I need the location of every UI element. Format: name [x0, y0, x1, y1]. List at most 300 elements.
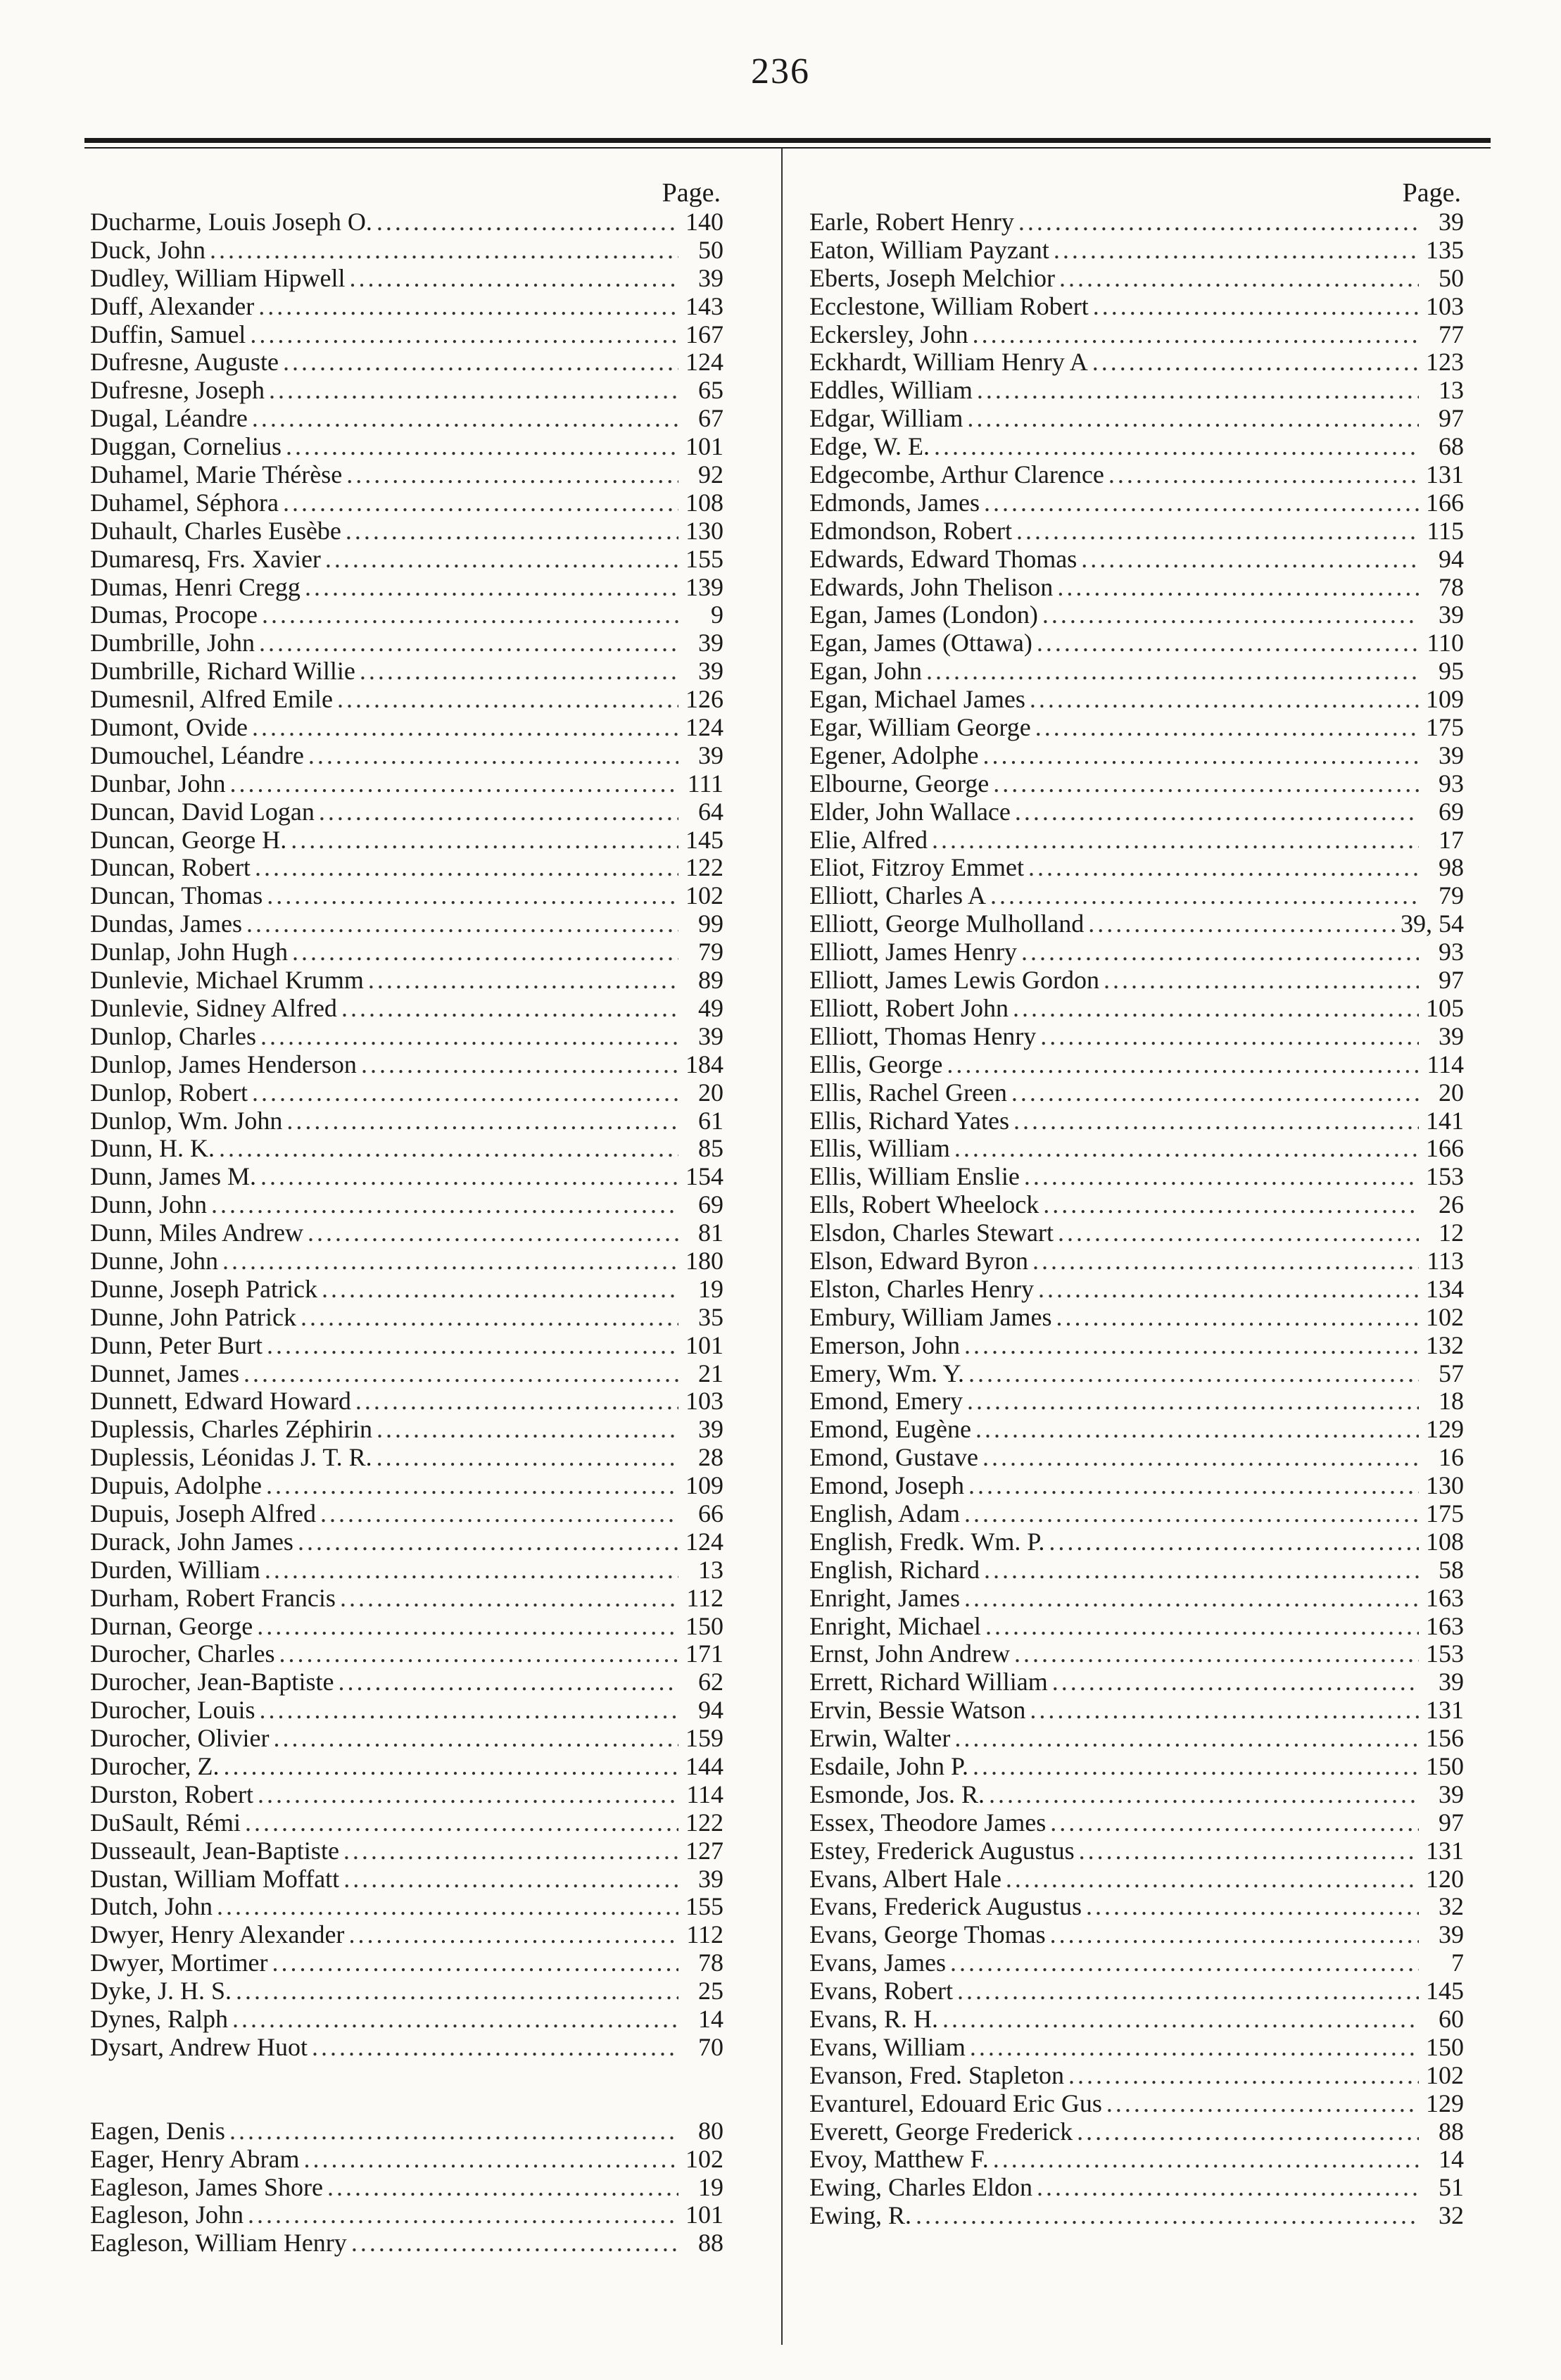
index-entry: [809, 1051, 1464, 1079]
entry-name: Ducharme, Louis Joseph O.: [90, 208, 372, 236]
index-entry: [809, 2118, 1464, 2146]
dot-leader: [1092, 348, 1419, 377]
entry-page: 143: [685, 291, 723, 320]
dot-leader: [1086, 1893, 1419, 1921]
dot-leader: [977, 377, 1419, 405]
index-entry: [809, 714, 1464, 742]
dot-leader: [368, 967, 678, 995]
entry-name: Duncan, George H.: [90, 825, 287, 854]
entry-name: Dupuis, Adolphe: [90, 1471, 263, 1500]
entry-name: Elson, Edward Byron: [809, 1246, 1028, 1275]
entry-page: 101: [685, 2200, 723, 2229]
index-entry: [809, 461, 1464, 489]
entry-page: 150: [1426, 2032, 1464, 2061]
index-entry: [90, 657, 723, 686]
index-entry: [809, 237, 1464, 265]
dot-leader: [283, 489, 678, 517]
entry-name: Durack, John James: [90, 1527, 293, 1556]
entry-page: 166: [1426, 488, 1464, 517]
entry-name: Durocher, Olivier: [90, 1724, 270, 1753]
dot-leader: [984, 489, 1419, 517]
index-entry: [90, 1500, 723, 1528]
entry-name: Emond, Eugène: [809, 1415, 971, 1444]
entry-name: Elder, John Wallace: [809, 797, 1011, 826]
entry-page: 126: [685, 685, 723, 714]
index-entry: [809, 742, 1464, 770]
index-entry: [809, 1725, 1464, 1753]
dot-leader: [1077, 2118, 1419, 2146]
index-entry: [90, 433, 723, 461]
dot-leader: [320, 1500, 678, 1528]
entry-page: 25: [698, 1977, 723, 2006]
dot-leader: [1043, 1191, 1419, 1219]
dot-leader: [250, 321, 678, 349]
index-entry: [90, 1865, 723, 1894]
entry-name: Dustan, William Moffatt: [90, 1864, 340, 1893]
dot-leader: [319, 798, 678, 826]
dot-leader: [360, 657, 678, 686]
dot-leader: [1014, 1640, 1419, 1668]
index-entry: [90, 2146, 723, 2174]
index-entry: [809, 770, 1464, 798]
dot-leader: [970, 2034, 1419, 2062]
entry-name: Dwyer, Mortimer: [90, 1948, 268, 1977]
entry-name: Dwyer, Henry Alexander: [90, 1920, 345, 1949]
entry-name: Duggan, Cornelius: [90, 432, 282, 461]
entry-page: 39: [698, 1021, 723, 1050]
right-column-page-header: Page.: [1402, 178, 1461, 208]
entry-name: Ellis, George: [809, 1050, 943, 1078]
dot-leader: [244, 1360, 678, 1388]
entry-name: Elliott, James Henry: [809, 938, 1017, 967]
header-rule-thin: [84, 147, 1491, 149]
entry-name: English, Fredk. Wm. P.: [809, 1527, 1045, 1556]
entry-page: 130: [1426, 1471, 1464, 1500]
dot-leader: [252, 714, 678, 742]
entry-name: Durham, Robert Francis: [90, 1583, 336, 1612]
dot-leader: [308, 1219, 678, 1247]
dot-leader: [989, 1781, 1419, 1809]
entry-page: 155: [685, 544, 723, 573]
dot-leader: [262, 601, 678, 629]
index-entry: [809, 1416, 1464, 1444]
entry-page: 101: [685, 432, 723, 461]
dot-leader: [1104, 967, 1419, 995]
entry-name: Eagleson, John: [90, 2200, 244, 2229]
entry-name: Emond, Joseph: [809, 1471, 964, 1500]
entry-page: 28: [698, 1443, 723, 1472]
index-entry: [809, 1753, 1464, 1781]
dot-leader: [283, 348, 678, 377]
entry-page: 134: [1426, 1274, 1464, 1303]
entry-page: 112: [686, 1583, 723, 1612]
index-entry: [809, 798, 1464, 826]
index-entry: [809, 2034, 1464, 2062]
entry-name: Elliott, Charles A: [809, 881, 986, 910]
entry-name: Dunlap, John Hugh: [90, 938, 288, 967]
entry-page: 94: [698, 1696, 723, 1725]
entry-name: Dunne, Joseph Patrick: [90, 1274, 317, 1303]
index-entry: [809, 826, 1464, 855]
index-entry: [90, 1051, 723, 1079]
entry-page: 120: [1426, 1864, 1464, 1893]
dot-leader: [1058, 1219, 1419, 1247]
section-gap: [90, 2062, 723, 2117]
dot-leader: [305, 574, 678, 602]
dot-leader: [229, 2117, 678, 2146]
entry-name: Duncan, David Logan: [90, 797, 315, 826]
entry-name: Durocher, Louis: [90, 1696, 255, 1725]
entry-page: 131: [1426, 1696, 1464, 1725]
index-entry: [90, 1107, 723, 1135]
dot-leader: [1035, 714, 1419, 742]
index-entry: [809, 882, 1464, 910]
entry-page: 68: [1439, 432, 1464, 461]
entry-page: 39: [698, 657, 723, 686]
entry-name: Dunnett, Edward Howard: [90, 1387, 351, 1416]
index-entry: [90, 1304, 723, 1332]
entry-page: 67: [698, 404, 723, 433]
entry-page: 60: [1439, 2005, 1464, 2033]
dot-leader: [926, 657, 1419, 686]
entry-name: Dumbrille, John: [90, 629, 255, 657]
header-rule-thick: [84, 138, 1491, 143]
entry-name: Ellis, Rachel Green: [809, 1078, 1007, 1107]
dot-leader: [266, 1472, 678, 1500]
index-entry: [809, 574, 1464, 602]
dot-leader: [210, 237, 678, 265]
dot-leader: [1057, 574, 1419, 602]
entry-name: Dumas, Henri Cregg: [90, 572, 301, 601]
entry-page: 108: [685, 488, 723, 517]
index-entry: [809, 546, 1464, 574]
entry-page: 32: [1439, 2201, 1464, 2230]
dot-leader: [1030, 686, 1419, 714]
entry-page: 64: [698, 797, 723, 826]
entry-page: 155: [685, 1892, 723, 1921]
entry-page: 124: [685, 1527, 723, 1556]
dot-leader: [286, 433, 678, 461]
dot-leader: [1088, 910, 1396, 938]
index-entry: [90, 293, 723, 321]
entry-name: Duhamel, Séphora: [90, 488, 279, 517]
dot-leader: [343, 1865, 678, 1894]
entry-name: Emery, Wm. Y.: [809, 1359, 964, 1387]
dot-leader: [346, 517, 678, 546]
entry-name: Duncan, Robert: [90, 853, 251, 882]
dot-leader: [1049, 1528, 1419, 1556]
entry-name: Dunlop, James Henderson: [90, 1050, 357, 1078]
dot-leader: [1028, 854, 1419, 882]
entry-name: Elliott, Robert John: [809, 993, 1009, 1022]
index-entry: [809, 1276, 1464, 1304]
entry-page: 163: [1426, 1583, 1464, 1612]
index-entry: [90, 1781, 723, 1809]
entry-page: 13: [698, 1555, 723, 1584]
index-entry: [809, 2090, 1464, 2118]
entry-name: Dumont, Ovide: [90, 713, 248, 742]
dot-leader: [1040, 1023, 1419, 1051]
entry-page: 62: [698, 1668, 723, 1696]
entry-name: Eddles, William: [809, 376, 973, 405]
entry-page: 14: [1439, 2145, 1464, 2174]
entry-name: Dunn, John: [90, 1190, 208, 1219]
entry-name: Elsdon, Charles Stewart: [809, 1219, 1054, 1247]
dot-leader: [292, 938, 678, 967]
dot-leader: [258, 1781, 678, 1809]
dot-leader: [954, 1135, 1419, 1163]
entry-page: 159: [685, 1724, 723, 1753]
entry-page: 39: [1439, 600, 1464, 629]
entry-page: 81: [698, 1219, 723, 1247]
entry-page: 78: [1439, 572, 1464, 601]
entry-name: Dusseault, Jean-Baptiste: [90, 1836, 339, 1865]
entry-name: Edgecombe, Arthur Clarence: [809, 460, 1104, 489]
index-entry: [90, 1921, 723, 1949]
entry-page: 61: [698, 1106, 723, 1135]
entry-page: 97: [1439, 966, 1464, 995]
index-entry: [809, 348, 1464, 377]
entry-page: 9: [711, 600, 723, 629]
entry-page: 79: [1439, 881, 1464, 910]
dot-leader: [1015, 798, 1419, 826]
entry-name: Elbourne, George: [809, 769, 990, 798]
index-entry: [809, 629, 1464, 657]
entry-name: Elston, Charles Henry: [809, 1274, 1034, 1303]
index-entry: [90, 1668, 723, 1696]
entry-page: 26: [1439, 1190, 1464, 1219]
dot-leader: [259, 629, 678, 657]
dot-leader: [942, 2006, 1419, 2034]
entry-page: 32: [1439, 1892, 1464, 1921]
entry-name: Eckhardt, William Henry A: [809, 348, 1088, 377]
dot-leader: [217, 1893, 678, 1921]
entry-page: 184: [685, 1050, 723, 1078]
entry-name: Dundas, James: [90, 909, 242, 938]
entry-page: 97: [1439, 1808, 1464, 1837]
entry-name: Elliott, James Lewis Gordon: [809, 966, 1099, 995]
dot-leader: [303, 2146, 678, 2174]
entry-page: 12: [1439, 1219, 1464, 1247]
index-entry: [809, 433, 1464, 461]
dot-leader: [932, 826, 1419, 855]
entry-page: 16: [1439, 1443, 1464, 1472]
left-d-entries: [90, 208, 723, 2062]
index-entry: [809, 2146, 1464, 2174]
entry-name: Ellis, William Enslie: [809, 1162, 1020, 1191]
dot-leader: [327, 2174, 678, 2202]
entry-name: Evans, James: [809, 1948, 946, 1977]
dot-leader: [993, 2146, 1419, 2174]
index-entry: [809, 377, 1464, 405]
dot-leader: [377, 1416, 678, 1444]
entry-name: Edmondson, Robert: [809, 516, 1012, 545]
dot-leader: [340, 1585, 678, 1613]
dot-leader: [338, 1668, 678, 1696]
entry-name: Dunlevie, Michael Krumm: [90, 966, 364, 995]
dot-leader: [973, 321, 1419, 349]
entry-name: Durocher, Z.: [90, 1751, 220, 1780]
entry-page: 88: [1439, 2117, 1464, 2146]
entry-name: Egan, James (London): [809, 600, 1038, 629]
entry-name: Evans, William: [809, 2032, 966, 2061]
entry-page: 156: [1426, 1724, 1464, 1753]
dot-leader: [361, 1051, 678, 1079]
entry-page: 102: [1426, 1302, 1464, 1331]
dot-leader: [351, 2229, 678, 2258]
entry-page: 166: [1426, 1134, 1464, 1163]
index-entry: [90, 1247, 723, 1276]
index-entry: [90, 882, 723, 910]
entry-name: Ewing, Charles Eldon: [809, 2173, 1032, 2202]
index-entry: [809, 1921, 1464, 1949]
entry-name: Dunn, James M.: [90, 1162, 256, 1191]
dot-leader: [236, 1977, 678, 2006]
dot-leader: [1068, 2062, 1419, 2090]
index-entry: [90, 770, 723, 798]
dot-leader: [291, 826, 678, 855]
dot-leader: [993, 770, 1419, 798]
dot-leader: [279, 1640, 678, 1668]
entry-name: Embury, William James: [809, 1302, 1052, 1331]
dot-leader: [1059, 265, 1419, 293]
entry-page: 77: [1439, 320, 1464, 348]
entry-page: 130: [685, 516, 723, 545]
index-entry: [90, 1753, 723, 1781]
index-entry: [809, 1360, 1464, 1388]
entry-name: Eberts, Joseph Melchior: [809, 263, 1055, 292]
entry-name: Dunne, John Patrick: [90, 1302, 296, 1331]
index-entry: [90, 1528, 723, 1556]
index-entry: [809, 321, 1464, 349]
entry-page: 7: [1451, 1948, 1464, 1977]
entry-page: 49: [698, 993, 723, 1022]
entry-page: 167: [685, 320, 723, 348]
dot-leader: [258, 293, 678, 321]
index-entry: [90, 237, 723, 265]
entry-name: Evans, Robert: [809, 1977, 953, 2006]
dot-leader: [964, 1585, 1419, 1613]
index-entry: [809, 265, 1464, 293]
index-entry: [90, 377, 723, 405]
dot-leader: [1030, 1696, 1419, 1725]
entry-name: Dufresne, Joseph: [90, 376, 265, 405]
entry-page: 105: [1426, 993, 1464, 1022]
entry-page: 163: [1426, 1611, 1464, 1640]
index-entry: [809, 2202, 1464, 2230]
dot-leader: [1081, 546, 1419, 574]
entry-name: Eagen, Denis: [90, 2116, 225, 2145]
entry-name: Duplessis, Charles Zéphirin: [90, 1415, 372, 1444]
entry-name: Egan, John: [809, 657, 922, 686]
dot-leader: [325, 546, 678, 574]
entry-page: 69: [698, 1190, 723, 1219]
entry-page: 14: [698, 2005, 723, 2033]
entry-name: Dunn, Peter Burt: [90, 1330, 263, 1359]
entry-name: Elliott, George Mulholland: [809, 909, 1085, 938]
entry-name: Ernst, John Andrew: [809, 1639, 1010, 1668]
dot-leader: [954, 1725, 1419, 1753]
entry-page: 153: [1426, 1162, 1464, 1191]
index-entry: [809, 1247, 1464, 1276]
dot-leader: [934, 433, 1419, 461]
index-entry: [809, 1107, 1464, 1135]
entry-page: 129: [1426, 2089, 1464, 2117]
dot-leader: [343, 1837, 678, 1865]
index-entry: [809, 293, 1464, 321]
index-entry: [90, 629, 723, 657]
dot-leader: [377, 208, 678, 237]
entry-page: 97: [1439, 404, 1464, 433]
dot-leader: [245, 1809, 678, 1837]
index-entry: [809, 995, 1464, 1023]
entry-page: 110: [1427, 629, 1464, 657]
entry-page: 89: [698, 966, 723, 995]
entry-page: 171: [685, 1639, 723, 1668]
left-index-column: [90, 177, 723, 2258]
dot-leader: [232, 2006, 678, 2034]
entry-name: Durocher, Charles: [90, 1639, 275, 1668]
entry-page: 98: [1439, 853, 1464, 882]
dot-leader: [267, 882, 678, 910]
entry-name: Evanson, Fred. Stapleton: [809, 2060, 1064, 2089]
entry-name: Evanturel, Edouard Eric Gus: [809, 2089, 1102, 2117]
index-entry: [90, 1585, 723, 1613]
entry-name: Enright, Michael: [809, 1611, 981, 1640]
dot-leader: [286, 1107, 678, 1135]
left-e-entries: [90, 2117, 723, 2258]
entry-name: Enright, James: [809, 1583, 960, 1612]
entry-page: 39: [1439, 1021, 1464, 1050]
dot-leader: [377, 1444, 678, 1472]
dot-leader: [260, 1023, 678, 1051]
index-entry: [809, 1585, 1464, 1613]
entry-page: 129: [1426, 1415, 1464, 1444]
entry-name: Emerson, John: [809, 1330, 960, 1359]
dot-leader: [957, 1977, 1419, 2006]
entry-page: 122: [685, 853, 723, 882]
index-entry: [809, 1809, 1464, 1837]
index-entry: [809, 967, 1464, 995]
entry-page: 102: [685, 2144, 723, 2173]
index-entry: [90, 348, 723, 377]
entry-page: 153: [1426, 1639, 1464, 1668]
entry-page: 122: [685, 1808, 723, 1837]
entry-page: 95: [1439, 657, 1464, 686]
entry-name: Dugal, Léandre: [90, 404, 248, 433]
index-entry: [809, 1668, 1464, 1696]
entry-name: Elliott, Thomas Henry: [809, 1021, 1037, 1050]
dot-leader: [968, 1360, 1419, 1388]
entry-page: 70: [698, 2032, 723, 2061]
entry-page: 135: [1426, 235, 1464, 264]
dot-leader: [337, 686, 678, 714]
entry-page: 109: [685, 1471, 723, 1500]
entry-page: 150: [1426, 1751, 1464, 1780]
entry-page: 111: [687, 769, 723, 798]
entry-page: 79: [698, 938, 723, 967]
entry-name: Dunn, H. K.: [90, 1134, 215, 1163]
index-entry: [809, 601, 1464, 629]
dot-leader: [223, 1753, 678, 1781]
page-number: 236: [751, 51, 810, 92]
entry-name: Duff, Alexander: [90, 291, 255, 320]
dot-leader: [272, 1949, 679, 1977]
entry-name: Esmonde, Jos. R.: [809, 1780, 985, 1808]
dot-leader: [252, 405, 678, 433]
dot-leader: [1050, 1921, 1419, 1949]
entry-name: Dunne, John: [90, 1246, 218, 1275]
